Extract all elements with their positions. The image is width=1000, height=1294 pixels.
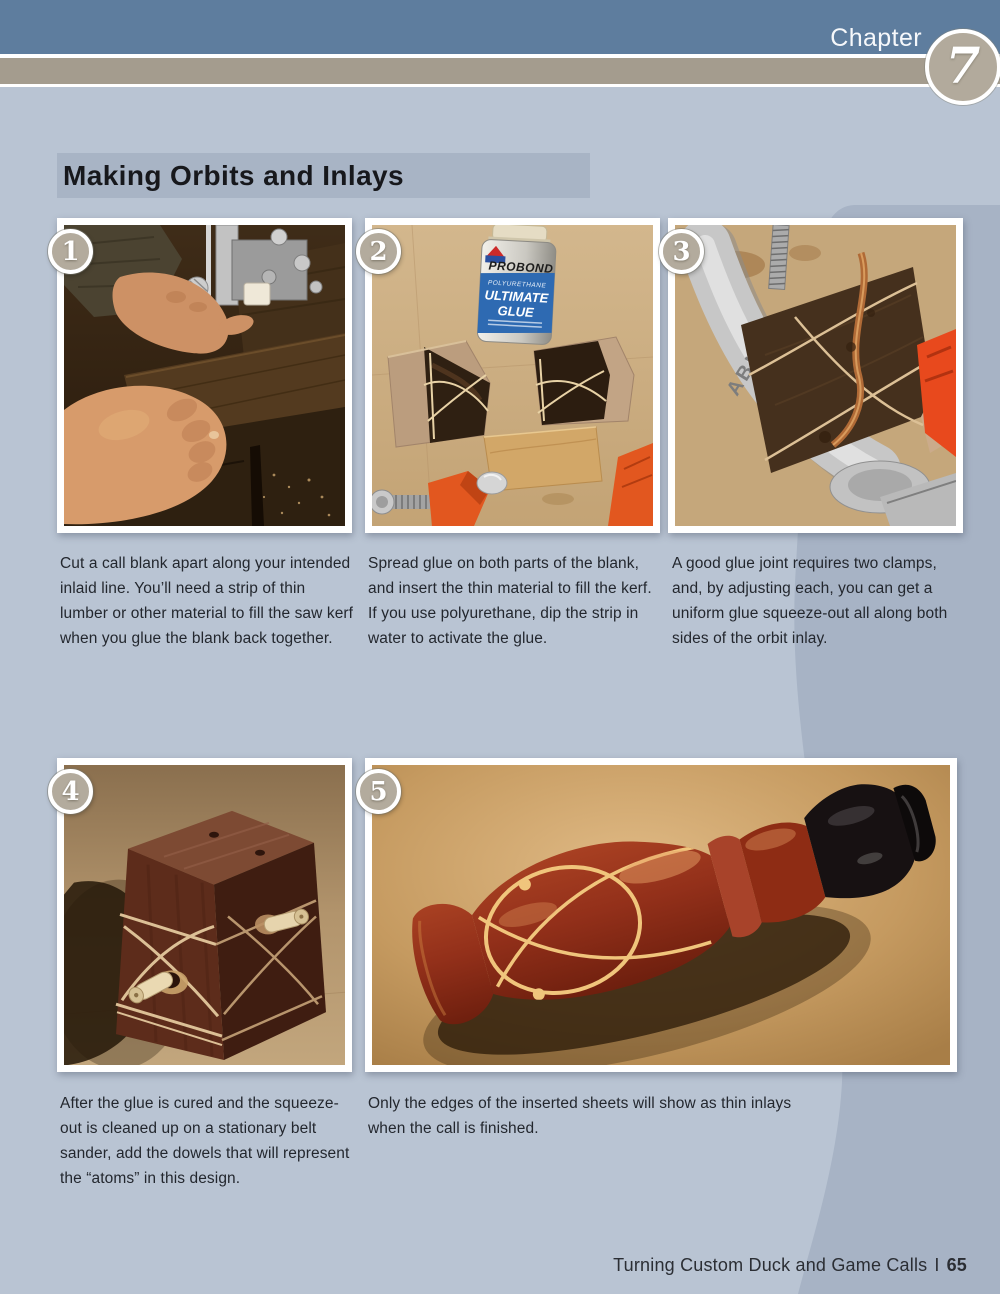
photo-frame	[668, 218, 963, 533]
photo-bandsaw-cutting	[64, 225, 345, 526]
section-title: Making Orbits and Inlays	[63, 160, 405, 191]
chapter-number: 7	[945, 35, 981, 95]
glue-photo-illustration	[372, 225, 653, 526]
glue-brand-label: PROBOND	[488, 258, 554, 276]
page-number: 65	[946, 1255, 967, 1275]
photo-frame	[365, 218, 660, 533]
chapter-number-badge	[925, 29, 1000, 105]
section-title-bar	[57, 153, 590, 198]
bandsaw-photo-illustration	[64, 225, 345, 526]
step-1-caption: Cut a call blank apart along your intended inlaid line. You’ll need a strip of thin lumber or other material to fill the saw kerf when you glue the blank back together.	[60, 555, 354, 647]
chapter-label: Chapter	[830, 24, 922, 52]
dowel-photo-illustration	[64, 765, 345, 1065]
step-4-caption: After the glue is cured and the squeeze-out is cleaned up on a stationary belt sander, add the dowels that will represent the “atoms” in this design.	[60, 1095, 350, 1187]
step-number-badge	[356, 769, 401, 814]
step-5-caption: Only the edges of the inserted sheets will show as thin inlays when the call is finished.	[368, 1095, 792, 1137]
step-number: 2	[369, 236, 388, 267]
photo-clamped-joint	[675, 225, 956, 526]
step-4-figure	[57, 758, 352, 1072]
photo-frame	[57, 218, 352, 533]
step-2-caption: Spread glue on both parts of the blank, and insert the thin material to fill the kerf. If you use polyurethane, dip the strip in water to activate the glue.	[368, 555, 652, 647]
step-1-figure	[57, 218, 352, 533]
step-3-figure	[668, 218, 963, 533]
photo-finished-call	[372, 765, 950, 1065]
footer-separator: I	[934, 1255, 940, 1275]
header-divider-bottom	[0, 84, 1000, 87]
step-number: 4	[61, 776, 80, 807]
photo-blank-with-dowels	[64, 765, 345, 1065]
glue-name-line2: GLUE	[497, 303, 535, 320]
photo-frame	[365, 758, 957, 1072]
step-3-caption: A good glue joint requires two clamps, and, by adjusting each, you can get a uniform glue squeeze-out all along both sides of the orbit inlay.	[672, 555, 948, 647]
step-number: 5	[369, 776, 388, 807]
page-footer	[613, 1255, 967, 1276]
glue-name-line1: ULTIMATE	[484, 287, 549, 306]
finished-call-photo-illustration	[372, 765, 950, 1065]
step-number-badge	[356, 229, 401, 274]
step-number-badge	[48, 229, 93, 274]
glue-subtype-label: POLYURETHANE	[487, 279, 547, 290]
book-title: Turning Custom Duck and Game Calls	[613, 1255, 928, 1275]
step-number: 3	[672, 236, 691, 267]
step-number: 1	[61, 236, 80, 267]
step-number-badge	[659, 229, 704, 274]
photo-glue-and-blanks	[372, 225, 653, 526]
photo-frame	[57, 758, 352, 1072]
step-2-figure	[365, 218, 660, 533]
clamp-photo-illustration	[675, 225, 956, 526]
step-number-badge	[48, 769, 93, 814]
step-5-figure	[365, 758, 957, 1072]
header-tan-band	[0, 58, 1000, 84]
